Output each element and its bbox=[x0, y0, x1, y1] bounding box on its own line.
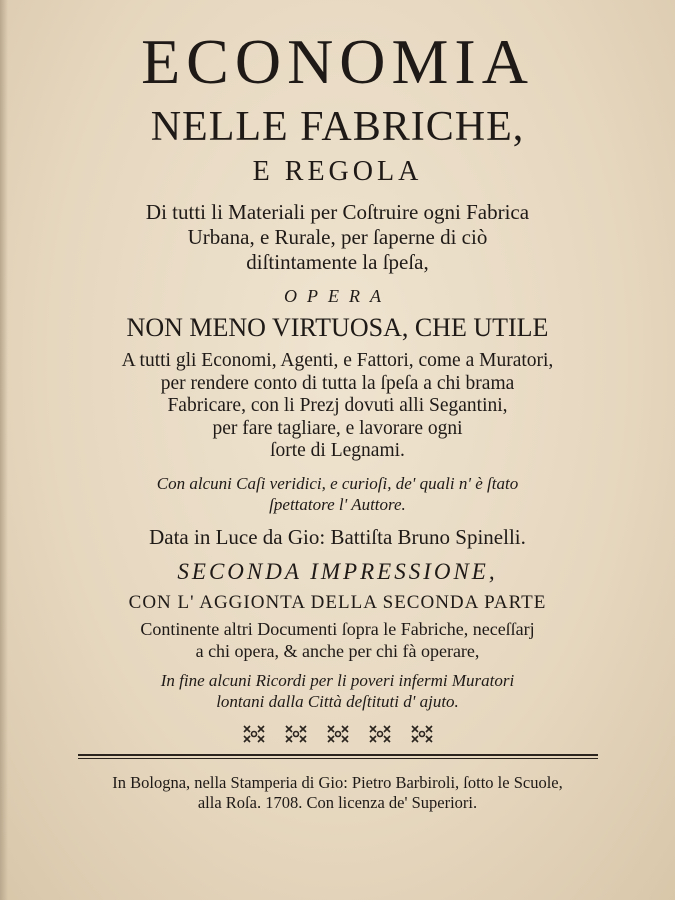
ricordi-line: In fine alcuni Ricordi per li poveri infermi Muratori bbox=[160, 670, 515, 690]
subtitle-line: Di tutti li Materiali per Coſtruire ogni Fabrica bbox=[145, 200, 530, 224]
fleuron-ornament-icon bbox=[282, 722, 310, 746]
printers-ornaments bbox=[0, 722, 675, 748]
fleuron-ornament-icon bbox=[408, 722, 436, 746]
subtitle-line: diſtintamente la ſpeſa, bbox=[246, 250, 429, 274]
ricordi-line: lontani dalla Città deſtituti d' ajuto. bbox=[216, 691, 459, 711]
audience-line: per rendere conto di tutta la ſpeſa a chi brama bbox=[160, 372, 515, 394]
continente-line: a chi opera, & anche per chi fà operare, bbox=[195, 640, 480, 661]
fleuron-ornament-icon bbox=[366, 722, 394, 746]
author-line: Data in Luce da Gio: Battiſta Bruno Spinelli. bbox=[149, 524, 526, 549]
audience-line: ſorte di Legnami. bbox=[270, 440, 405, 461]
casi-line: Con alcuni Caſi veridici, e curioſi, de' quali n' è ſtato bbox=[156, 473, 519, 493]
fleuron-ornament-icon bbox=[324, 722, 352, 746]
fleuron-ornament-icon bbox=[240, 722, 268, 746]
audience-line: A tutti gli Economi, Agenti, e Fattori, come a Muratori, bbox=[121, 350, 554, 371]
edition-heading: SECONDA IMPRESSIONE, bbox=[177, 558, 498, 584]
subtitle-line: Urbana, e Rurale, per ſaperne di ciò bbox=[187, 225, 488, 249]
title-line-1: ECONOMIA bbox=[141, 26, 534, 97]
imprint-line: alla Roſa. 1708. Con licenza de' Superiori. bbox=[197, 793, 478, 812]
non-meno-heading: NON MENO VIRTUOSA, CHE UTILE bbox=[126, 313, 549, 342]
page-edge-shadow bbox=[0, 0, 8, 900]
imprint-divider bbox=[78, 754, 598, 759]
title-line-3: E REGOLA bbox=[252, 156, 423, 187]
imprint-line: In Bologna, nella Stamperia di Gio: Pietro Barbiroli, ſotto le Scuole, bbox=[112, 772, 563, 792]
opera-heading: OPERA bbox=[284, 286, 391, 306]
addition-heading: CON L' AGGIONTA DELLA SECONDA PARTE bbox=[128, 591, 547, 613]
title-line-2: NELLE FABRICHE, bbox=[150, 104, 525, 150]
casi-line: ſpettatore l' Auttore. bbox=[269, 494, 406, 514]
continente-line: Continente altri Documenti ſopra le Fabriche, neceſſarj bbox=[140, 618, 535, 639]
audience-line: per fare tagliare, e lavorare ogni bbox=[212, 417, 463, 439]
audience-line: Fabricare, con li Prezj dovuti alli Segantini, bbox=[167, 395, 508, 416]
